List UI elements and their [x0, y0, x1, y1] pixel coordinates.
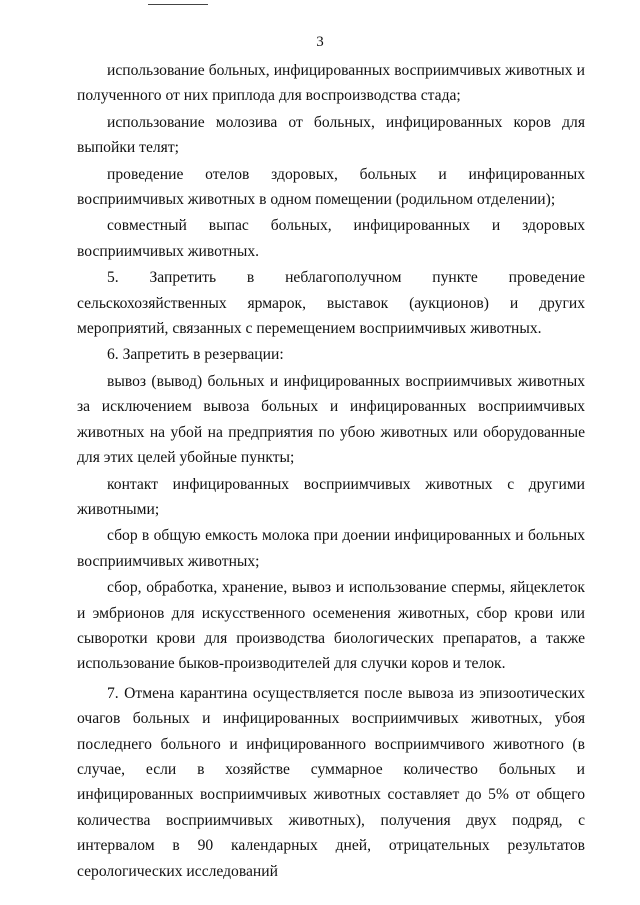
- paragraph-9: сбор в общую емкость молока при доении инфицированных и больных восприимчивых животных;: [77, 527, 585, 570]
- top-scan-rule: [148, 4, 208, 5]
- paragraph-8: контакт инфицированных восприимчивых животных с другими животными;: [77, 475, 585, 518]
- paragraph-11: 7. Отмена карантина осуществляется после вывоза из эпизоотических очагов больных и инфицированных восприимчивых животных, убоя последнего больного и инфицированного восприимчивого животного (в случае, если в хозяйстве суммарное количество больных и инфицированных восприимчивых животных составляет до 5% от общего количества восприимчивых животных), получения двух подряд, с интервалом в 90 календарных дней, отрицательных результатов серологических исследований: [77, 684, 585, 880]
- paragraph-3: проведение отелов здоровых, больных и инфицированных восприимчивых животных в одном помещении (родильном отделении);: [77, 165, 585, 209]
- paragraph-7: вывоз (вывод) больных и инфицированных восприимчивых животных за исключением вывоза больных и инфицированных восприимчивых животных на убой на предприятия по убою животных или оборудованные для этих целей убойные пункты;: [77, 372, 585, 467]
- document-body: [77, 58, 585, 884]
- paragraph-5: 5. Запретить в неблагополучном пункте проведение сельскохозяйственных ярмарок, выставок (аукционов) и других мероприятий, связанных с перемещением восприимчивых животных.: [77, 269, 585, 338]
- page-number: 3: [316, 34, 324, 50]
- paragraph-2: использование молозива от больных, инфицированных коров для выпойки телят;: [77, 113, 585, 157]
- paragraph-4: совместный выпас больных, инфицированных и здоровых восприимчивых животных.: [77, 217, 585, 260]
- paragraph-1: использование больных, инфицированных восприимчивых животных и полученного от них приплода для воспроизводства стада;: [77, 62, 585, 105]
- paragraph-10: сбор, обработка, хранение, вывоз и использование спермы, яйцеклеток и эмбрионов для искусственного осеменения животных, сбор крови или сыворотки крови для производства биологических препаратов, а также использование быков-производителей для случки коров и телок.: [77, 579, 585, 673]
- paragraph-6: 6. Запретить в резервации:: [107, 346, 284, 364]
